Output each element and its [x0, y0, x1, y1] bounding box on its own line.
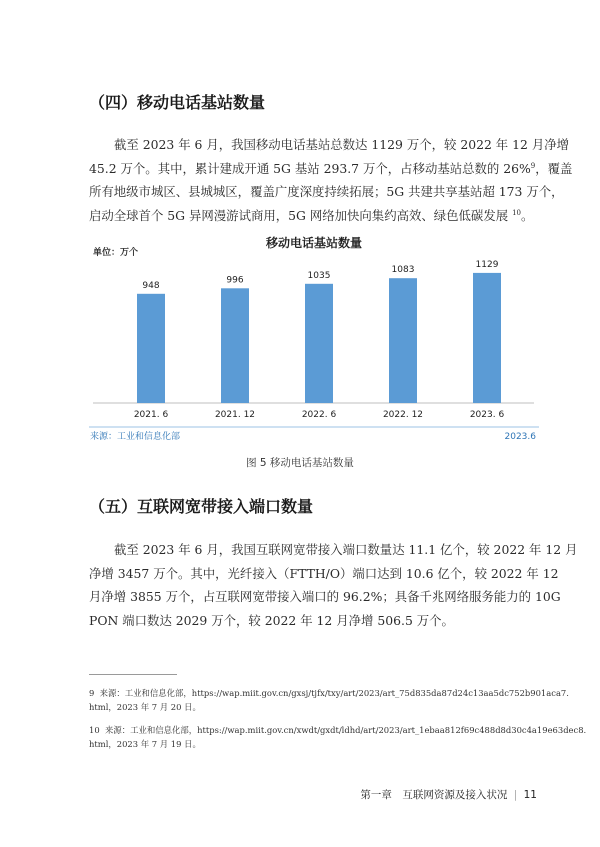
x-tick-label-3: 2022. 12	[382, 410, 424, 420]
chapter-title: 第一章 互联网资源及接入状况	[360, 789, 508, 801]
footnote-9: 9 来源：工业和信息化部，https://wap.miit.gov.cn/gxsj/tjfx/txy/art/2023/art_75d835da87d24c13aa5dc752b901aca7. html，2023 年 7 月 20 日。	[89, 688, 569, 712]
page-number: 11	[523, 789, 537, 801]
value-label-2: 1035	[307, 270, 331, 281]
footnote-ref[interactable]: 10	[512, 208, 521, 217]
section-5-heading: （五）互联网宽带接入端口数量	[89, 497, 314, 516]
unit-label: 单位：万个	[93, 248, 139, 258]
bar-3	[389, 278, 417, 403]
bar-4	[473, 273, 501, 403]
page-footer	[360, 787, 537, 802]
x-tick-labels-group	[134, 410, 505, 420]
bar-2	[305, 284, 333, 403]
figure-caption: 图 5 移动电话基站数量	[246, 457, 354, 469]
bar-1	[221, 288, 249, 403]
x-tick-label-4: 2023. 6	[469, 410, 505, 420]
source-label: 来源：工业和信息化部	[90, 432, 181, 442]
paragraph-line: PON 端口数达 2029 万个，较 2022 年 12 月净增 506.5 万个。	[89, 612, 454, 628]
x-tick-label-1: 2021. 12	[214, 410, 256, 420]
paragraph-line: 截至 2023 年 6 月，我国移动电话基站总数达 1129 万个，较 2022 年 12 月净增	[114, 137, 570, 152]
section-5-paragraph	[89, 538, 578, 632]
paragraph-line: 月净增 3855 万个，占互联网宽带接入端口的 96.2%；具备千兆网络服务能力的 10G	[89, 589, 561, 605]
footer-divider: |	[513, 789, 518, 801]
footnote-source-link[interactable]: 来源：工业和信息化部，https://wap.miit.gov.cn/gxsj/tjfx/txy/art/2023/art_75d835da87d24c13aa5dc752b901aca7.	[99, 688, 569, 698]
value-label-3: 1083	[391, 265, 415, 276]
section-4-heading: （四）移动电话基站数量	[89, 93, 266, 112]
chart-title: 移动电话基站数量	[265, 236, 363, 250]
paragraph-line: 所有地级市城区、县城城区，覆盖广度深度持续拓展；5G 共建共享基站超 173 万个，	[89, 184, 564, 200]
value-label-0: 948	[142, 280, 160, 291]
footnote-ref[interactable]: 9	[530, 161, 536, 170]
value-label-1: 996	[226, 275, 244, 286]
bar-0	[137, 294, 165, 403]
paragraph-line: 截至 2023 年 6 月，我国互联网宽带接入端口数量达 11.1 亿个，较 2022 年 12 月	[114, 542, 578, 557]
paragraph-line: 启动全球首个 5G 异网漫游试商用，5G 网络加快向集约高效、绿色低碳发展 $^{10}$。	[89, 207, 534, 223]
paragraph-line: 净增 3457 万个。其中，光纤接入（FTTH/O）端口达到 10.6 亿个，较 2022 年 12	[89, 565, 559, 581]
source-date: 2023.6	[504, 432, 536, 442]
value-label-4: 1129	[475, 259, 499, 270]
x-tick-label-2: 2022. 6	[301, 410, 337, 420]
footnote-10: 10 来源：工业和信息化部，https://wap.miit.gov.cn/xwdt/gxdt/ldhd/art/2023/art_1ebaa812f69c488d8d30c4a19e63dec8. html，2023 年 7 月 19 日。	[89, 725, 587, 749]
footnote-source-link[interactable]: 来源：工业和信息化部，https://wap.miit.gov.cn/xwdt/gxdt/ldhd/art/2023/art_1ebaa812f69c488d8d30c4a19e63dec8.	[105, 725, 587, 735]
section-4-paragraph	[89, 133, 573, 227]
footnote-separator	[89, 674, 177, 675]
base-station-bar-chart	[89, 228, 539, 456]
paragraph-line: 45.2 万个。其中，累计建成开通 5G 基站 293.7 万个，占移动基站总数的 26%$^9$，覆盖	[89, 160, 573, 176]
x-tick-label-0: 2021. 6	[133, 410, 169, 420]
